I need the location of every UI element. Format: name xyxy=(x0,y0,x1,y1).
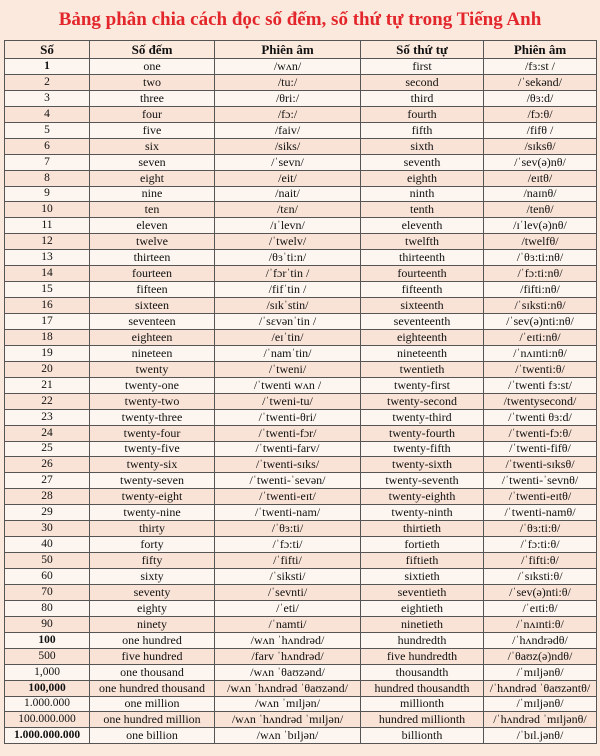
cardinal-cell: fourteen xyxy=(90,266,215,282)
ordinal-cell: eighteenth xyxy=(361,329,484,345)
number-cell: 30 xyxy=(5,521,90,537)
cardinal-cell: twenty-seven xyxy=(90,473,215,489)
cardinal-ipa-cell: /ˈtwenti-farv/ xyxy=(215,441,361,457)
ordinal-cell: ninetieth xyxy=(361,616,484,632)
cardinal-cell: nineteen xyxy=(90,345,215,361)
ordinal-cell: millionth xyxy=(361,696,484,712)
cardinal-cell: forty xyxy=(90,537,215,553)
number-cell: 15 xyxy=(5,282,90,298)
cardinal-cell: twelve xyxy=(90,234,215,250)
ordinal-ipa-cell: /ˈsɪksti:θ/ xyxy=(484,569,597,585)
number-cell: 17 xyxy=(5,314,90,330)
table-row xyxy=(5,266,597,282)
cardinal-ipa-cell: /ˈnamti/ xyxy=(215,616,361,632)
ordinal-cell: eightieth xyxy=(361,600,484,616)
cardinal-cell: nine xyxy=(90,186,215,202)
ordinal-ipa-cell: /ˈeɪti:nθ/ xyxy=(484,329,597,345)
ordinal-cell: twenty-sixth xyxy=(361,457,484,473)
header-number: Số xyxy=(5,41,90,59)
cardinal-cell: two xyxy=(90,74,215,90)
table-row xyxy=(5,393,597,409)
cardinal-ipa-cell: /faiv/ xyxy=(215,122,361,138)
table-row xyxy=(5,441,597,457)
cardinal-ipa-cell: /ˈθɜ:ti/ xyxy=(215,521,361,537)
number-cell: 27 xyxy=(5,473,90,489)
table-row xyxy=(5,138,597,154)
ordinal-cell: billionth xyxy=(361,728,484,744)
number-cell: 11 xyxy=(5,218,90,234)
cardinal-cell: twenty-five xyxy=(90,441,215,457)
ordinal-cell: sixtieth xyxy=(361,569,484,585)
ordinal-ipa-cell: /twentysecond/ xyxy=(484,393,597,409)
number-cell: 4 xyxy=(5,106,90,122)
cardinal-cell: four xyxy=(90,106,215,122)
cardinal-cell: sixteen xyxy=(90,298,215,314)
table-row xyxy=(5,473,597,489)
table-row xyxy=(5,409,597,425)
cardinal-cell: twenty xyxy=(90,361,215,377)
cardinal-ipa-cell: /ˈnamˈtin/ xyxy=(215,345,361,361)
ordinal-ipa-cell: /θɜ:d/ xyxy=(484,90,597,106)
ordinal-ipa-cell: /ˈtwenti-sɪksθ/ xyxy=(484,457,597,473)
ordinal-cell: hundred millionth xyxy=(361,712,484,728)
ordinal-ipa-cell: /ɪˈlev(ə)nθ/ xyxy=(484,218,597,234)
cardinal-cell: ten xyxy=(90,202,215,218)
number-cell: 26 xyxy=(5,457,90,473)
cardinal-cell: thirty xyxy=(90,521,215,537)
table-row xyxy=(5,632,597,648)
ordinal-ipa-cell: /twelfθ/ xyxy=(484,234,597,250)
cardinal-cell: fifty xyxy=(90,553,215,569)
cardinal-cell: one hundred million xyxy=(90,712,215,728)
cardinal-ipa-cell: /ˈfɔrˈtin / xyxy=(215,266,361,282)
cardinal-ipa-cell: /ˈfifti/ xyxy=(215,553,361,569)
cardinal-ipa-cell: /tu:/ xyxy=(215,74,361,90)
cardinal-cell: twenty-three xyxy=(90,409,215,425)
ordinal-cell: five hundredth xyxy=(361,648,484,664)
table-row xyxy=(5,696,597,712)
table-row xyxy=(5,712,597,728)
cardinal-cell: twenty-two xyxy=(90,393,215,409)
table-row xyxy=(5,250,597,266)
table-row xyxy=(5,59,597,75)
ordinal-ipa-cell: /ˈtwenti-eɪtθ/ xyxy=(484,489,597,505)
table-row xyxy=(5,345,597,361)
table-row xyxy=(5,106,597,122)
ordinal-ipa-cell: /ˈtwenti:θ/ xyxy=(484,361,597,377)
cardinal-ipa-cell: /ɪˈlevn/ xyxy=(215,218,361,234)
table-row xyxy=(5,154,597,170)
cardinal-ipa-cell: /ˈtwenti-fɔr/ xyxy=(215,425,361,441)
ordinal-ipa-cell: /naɪnθ/ xyxy=(484,186,597,202)
cardinal-cell: eighteen xyxy=(90,329,215,345)
cardinal-cell: twenty-eight xyxy=(90,489,215,505)
ordinal-ipa-cell: /ˈeɪti:θ/ xyxy=(484,600,597,616)
table-row xyxy=(5,170,597,186)
ordinal-ipa-cell: /tenθ/ xyxy=(484,202,597,218)
number-cell: 9 xyxy=(5,186,90,202)
header-cardinal-ipa: Phiên âm xyxy=(215,41,361,59)
number-cell: 19 xyxy=(5,345,90,361)
table-row xyxy=(5,584,597,600)
ordinal-cell: seventieth xyxy=(361,584,484,600)
number-cell: 16 xyxy=(5,298,90,314)
cardinal-cell: fifteen xyxy=(90,282,215,298)
cardinal-ipa-cell: /θɜˈti:n/ xyxy=(215,250,361,266)
ordinal-cell: twenty-second xyxy=(361,393,484,409)
number-cell: 22 xyxy=(5,393,90,409)
table-row xyxy=(5,314,597,330)
ordinal-ipa-cell: /ˈθɜ:ti:θ/ xyxy=(484,521,597,537)
cardinal-ipa-cell: /farv ˈhʌndrəd/ xyxy=(215,648,361,664)
ordinal-cell: eighth xyxy=(361,170,484,186)
table-row xyxy=(5,186,597,202)
table-row xyxy=(5,74,597,90)
table-row xyxy=(5,569,597,585)
cardinal-cell: twenty-six xyxy=(90,457,215,473)
cardinal-cell: thirteen xyxy=(90,250,215,266)
number-cell: 60 xyxy=(5,569,90,585)
number-cell: 6 xyxy=(5,138,90,154)
cardinal-ipa-cell: /θri:/ xyxy=(215,90,361,106)
ordinal-cell: fourteenth xyxy=(361,266,484,282)
table-row xyxy=(5,553,597,569)
cardinal-ipa-cell: /ˈtwenti-sɪks/ xyxy=(215,457,361,473)
ordinal-cell: sixteenth xyxy=(361,298,484,314)
ordinal-ipa-cell: /ˈtwenti fɜ:st/ xyxy=(484,377,597,393)
ordinal-cell: twenty-seventh xyxy=(361,473,484,489)
table-row xyxy=(5,90,597,106)
cardinal-ipa-cell: /wʌn ˈhʌndrəd ˈmɪljən/ xyxy=(215,712,361,728)
ordinal-ipa-cell: /ˈsɪksti:nθ/ xyxy=(484,298,597,314)
ordinal-ipa-cell: /ˈsev(ə)nti:nθ/ xyxy=(484,314,597,330)
number-cell: 80 xyxy=(5,600,90,616)
cardinal-ipa-cell: /ˈsevnti/ xyxy=(215,584,361,600)
table-row xyxy=(5,377,597,393)
cardinal-ipa-cell: /eɪˈtin/ xyxy=(215,329,361,345)
number-cell: 50 xyxy=(5,553,90,569)
cardinal-cell: eight xyxy=(90,170,215,186)
ordinal-ipa-cell: /ˈθɜ:ti:nθ/ xyxy=(484,250,597,266)
number-cell: 13 xyxy=(5,250,90,266)
number-cell: 90 xyxy=(5,616,90,632)
cardinal-ipa-cell: /tɛn/ xyxy=(215,202,361,218)
ordinal-cell: fourth xyxy=(361,106,484,122)
ordinal-ipa-cell: /fɔ:θ/ xyxy=(484,106,597,122)
ordinal-cell: twelfth xyxy=(361,234,484,250)
number-cell: 5 xyxy=(5,122,90,138)
ordinal-cell: twenty-third xyxy=(361,409,484,425)
ordinal-cell: twenty-first xyxy=(361,377,484,393)
ordinal-ipa-cell: /ˈhʌndrədθ/ xyxy=(484,632,597,648)
ordinal-ipa-cell: /fɜ:st / xyxy=(484,59,597,75)
cardinal-ipa-cell: /wʌn ˈhʌndrəd ˈθaʊzənd/ xyxy=(215,680,361,696)
number-cell: 7 xyxy=(5,154,90,170)
number-cell: 1.000.000 xyxy=(5,696,90,712)
ordinal-cell: twenty-fifth xyxy=(361,441,484,457)
number-cell: 12 xyxy=(5,234,90,250)
table-row xyxy=(5,489,597,505)
ordinal-cell: hundred thousandth xyxy=(361,680,484,696)
number-cell: 8 xyxy=(5,170,90,186)
number-cell: 3 xyxy=(5,90,90,106)
table-row xyxy=(5,616,597,632)
ordinal-cell: hundredth xyxy=(361,632,484,648)
cardinal-ipa-cell: /sɪkˈstin/ xyxy=(215,298,361,314)
table-row xyxy=(5,298,597,314)
ordinal-cell: fifth xyxy=(361,122,484,138)
ordinal-ipa-cell: /ˈhʌndrəd ˈθaʊzəntθ/ xyxy=(484,680,597,696)
table-row xyxy=(5,505,597,521)
ordinal-cell: twenty-eighth xyxy=(361,489,484,505)
cardinal-cell: seventy xyxy=(90,584,215,600)
table-row xyxy=(5,521,597,537)
cardinal-cell: one hundred thousand xyxy=(90,680,215,696)
number-cell: 100.000.000 xyxy=(5,712,90,728)
cardinal-ipa-cell: /wʌn ˈbɪljən/ xyxy=(215,728,361,744)
cardinal-ipa-cell: /wʌn ˈhʌndrəd/ xyxy=(215,632,361,648)
cardinal-ipa-cell: /ˈsɛvənˈtin / xyxy=(215,314,361,330)
cardinal-ipa-cell: /ˈsevn/ xyxy=(215,154,361,170)
number-cell: 1 xyxy=(5,59,90,75)
number-cell: 100 xyxy=(5,632,90,648)
table-row xyxy=(5,282,597,298)
table-row xyxy=(5,234,597,250)
ordinal-cell: twentieth xyxy=(361,361,484,377)
cardinal-cell: ninety xyxy=(90,616,215,632)
cardinal-ipa-cell: /fɔ:/ xyxy=(215,106,361,122)
ordinal-ipa-cell: /fifti:nθ/ xyxy=(484,282,597,298)
cardinal-cell: one hundred xyxy=(90,632,215,648)
ordinal-cell: thousandth xyxy=(361,664,484,680)
cardinal-ipa-cell: /nait/ xyxy=(215,186,361,202)
ordinal-ipa-cell: /ˈfifti:θ/ xyxy=(484,553,597,569)
ordinal-cell: first xyxy=(361,59,484,75)
cardinal-cell: sixty xyxy=(90,569,215,585)
ordinal-cell: twenty-ninth xyxy=(361,505,484,521)
ordinal-cell: fiftieth xyxy=(361,553,484,569)
ordinal-ipa-cell: /ˈtwenti-fifθ/ xyxy=(484,441,597,457)
ordinal-cell: seventeenth xyxy=(361,314,484,330)
ordinal-cell: third xyxy=(361,90,484,106)
ordinal-cell: thirtieth xyxy=(361,521,484,537)
ordinal-cell: nineteenth xyxy=(361,345,484,361)
table-row xyxy=(5,202,597,218)
header-ordinal: Số thứ tự xyxy=(361,41,484,59)
number-cell: 23 xyxy=(5,409,90,425)
cardinal-cell: one million xyxy=(90,696,215,712)
cardinal-ipa-cell: /wʌn ˈθaʊzənd/ xyxy=(215,664,361,680)
ordinal-ipa-cell: /ˈtwenti-ˈsevnθ/ xyxy=(484,473,597,489)
table-row xyxy=(5,361,597,377)
cardinal-cell: seventeen xyxy=(90,314,215,330)
number-cell: 28 xyxy=(5,489,90,505)
table-header-row xyxy=(5,41,597,59)
cardinal-cell: twenty-nine xyxy=(90,505,215,521)
ordinal-ipa-cell: /ˈnʌɪnti:θ/ xyxy=(484,616,597,632)
ordinal-ipa-cell: /ˈsev(ə)nti:θ/ xyxy=(484,584,597,600)
table-row xyxy=(5,329,597,345)
ordinal-cell: fifteenth xyxy=(361,282,484,298)
table-row xyxy=(5,648,597,664)
cardinal-ipa-cell: /ˈtwenti wʌn / xyxy=(215,377,361,393)
ordinal-ipa-cell: /ˈmɪljənθ/ xyxy=(484,664,597,680)
number-cell: 25 xyxy=(5,441,90,457)
number-cell: 29 xyxy=(5,505,90,521)
ordinal-ipa-cell: /fifθ / xyxy=(484,122,597,138)
cardinal-cell: one thousand xyxy=(90,664,215,680)
cardinal-ipa-cell: /ˈtwenti-eɪt/ xyxy=(215,489,361,505)
cardinal-ipa-cell: /ˈtweni-tu/ xyxy=(215,393,361,409)
page-title: Bảng phân chia cách đọc số đếm, số thứ tự trong Tiếng Anh xyxy=(58,9,542,30)
table-row xyxy=(5,664,597,680)
ordinal-ipa-cell: /ˈmɪljənθ/ xyxy=(484,696,597,712)
cardinal-ipa-cell: /siks/ xyxy=(215,138,361,154)
ordinal-ipa-cell: /ˈsekənd/ xyxy=(484,74,597,90)
ordinal-ipa-cell: /ˈsev(ə)nθ/ xyxy=(484,154,597,170)
ordinal-cell: ninth xyxy=(361,186,484,202)
table-row xyxy=(5,218,597,234)
ordinal-ipa-cell: /ˈθaʊz(ə)ndθ/ xyxy=(484,648,597,664)
cardinal-cell: eighty xyxy=(90,600,215,616)
ordinal-cell: eleventh xyxy=(361,218,484,234)
number-cell: 1.000.000.000 xyxy=(5,728,90,744)
table-row xyxy=(5,425,597,441)
ordinal-cell: second xyxy=(361,74,484,90)
ordinal-ipa-cell: /ˈtwenti θɜ:d/ xyxy=(484,409,597,425)
number-cell: 500 xyxy=(5,648,90,664)
numbers-table xyxy=(4,40,597,744)
cardinal-ipa-cell: /ˈsiksti/ xyxy=(215,569,361,585)
cardinal-ipa-cell: /ˈtweni/ xyxy=(215,361,361,377)
cardinal-ipa-cell: /wʌn/ xyxy=(215,59,361,75)
header-cardinal: Số đếm xyxy=(90,41,215,59)
ordinal-ipa-cell: /ˈfɔ:ti:nθ/ xyxy=(484,266,597,282)
ordinal-cell: thirteenth xyxy=(361,250,484,266)
ordinal-ipa-cell: /ˈtwenti-namθ/ xyxy=(484,505,597,521)
number-cell: 2 xyxy=(5,74,90,90)
cardinal-cell: five hundred xyxy=(90,648,215,664)
cardinal-ipa-cell: /wʌn ˈmɪljən/ xyxy=(215,696,361,712)
ordinal-ipa-cell: /sɪksθ/ xyxy=(484,138,597,154)
cardinal-ipa-cell: /ˈfɔ:ti/ xyxy=(215,537,361,553)
header-ordinal-ipa: Phiên âm xyxy=(484,41,597,59)
cardinal-cell: eleven xyxy=(90,218,215,234)
ordinal-ipa-cell: /ˈtwenti-fɔ:θ/ xyxy=(484,425,597,441)
number-cell: 24 xyxy=(5,425,90,441)
ordinal-ipa-cell: /eɪtθ/ xyxy=(484,170,597,186)
number-cell: 21 xyxy=(5,377,90,393)
cardinal-cell: one billion xyxy=(90,728,215,744)
cardinal-cell: three xyxy=(90,90,215,106)
number-cell: 70 xyxy=(5,584,90,600)
number-cell: 20 xyxy=(5,361,90,377)
ordinal-cell: sixth xyxy=(361,138,484,154)
number-cell: 10 xyxy=(5,202,90,218)
cardinal-ipa-cell: /eit/ xyxy=(215,170,361,186)
ordinal-ipa-cell: /ˈhʌndrəd ˈmɪljənθ/ xyxy=(484,712,597,728)
number-cell: 14 xyxy=(5,266,90,282)
ordinal-ipa-cell: /ˈbɪl.jənθ/ xyxy=(484,728,597,744)
ordinal-ipa-cell: /ˈnʌɪnti:nθ/ xyxy=(484,345,597,361)
cardinal-cell: twenty-four xyxy=(90,425,215,441)
cardinal-ipa-cell: /ˈeti/ xyxy=(215,600,361,616)
ordinal-cell: fortieth xyxy=(361,537,484,553)
cardinal-ipa-cell: /ˈtwenti-nam/ xyxy=(215,505,361,521)
ordinal-ipa-cell: /ˈfɔ:ti:θ/ xyxy=(484,537,597,553)
table-row xyxy=(5,680,597,696)
cardinal-cell: six xyxy=(90,138,215,154)
cardinal-ipa-cell: /ˈtwelv/ xyxy=(215,234,361,250)
table-row xyxy=(5,122,597,138)
cardinal-ipa-cell: /ˈtwenti-θri/ xyxy=(215,409,361,425)
table-row xyxy=(5,457,597,473)
table-row xyxy=(5,600,597,616)
number-cell: 1,000 xyxy=(5,664,90,680)
cardinal-cell: seven xyxy=(90,154,215,170)
cardinal-cell: twenty-one xyxy=(90,377,215,393)
cardinal-ipa-cell: /fifˈtin / xyxy=(215,282,361,298)
ordinal-cell: seventh xyxy=(361,154,484,170)
table-row xyxy=(5,728,597,744)
number-cell: 100,000 xyxy=(5,680,90,696)
cardinal-cell: five xyxy=(90,122,215,138)
number-cell: 18 xyxy=(5,329,90,345)
cardinal-cell: one xyxy=(90,59,215,75)
ordinal-cell: twenty-fourth xyxy=(361,425,484,441)
table-row xyxy=(5,537,597,553)
cardinal-ipa-cell: /ˈtwenti-ˈsevən/ xyxy=(215,473,361,489)
ordinal-cell: tenth xyxy=(361,202,484,218)
number-cell: 40 xyxy=(5,537,90,553)
